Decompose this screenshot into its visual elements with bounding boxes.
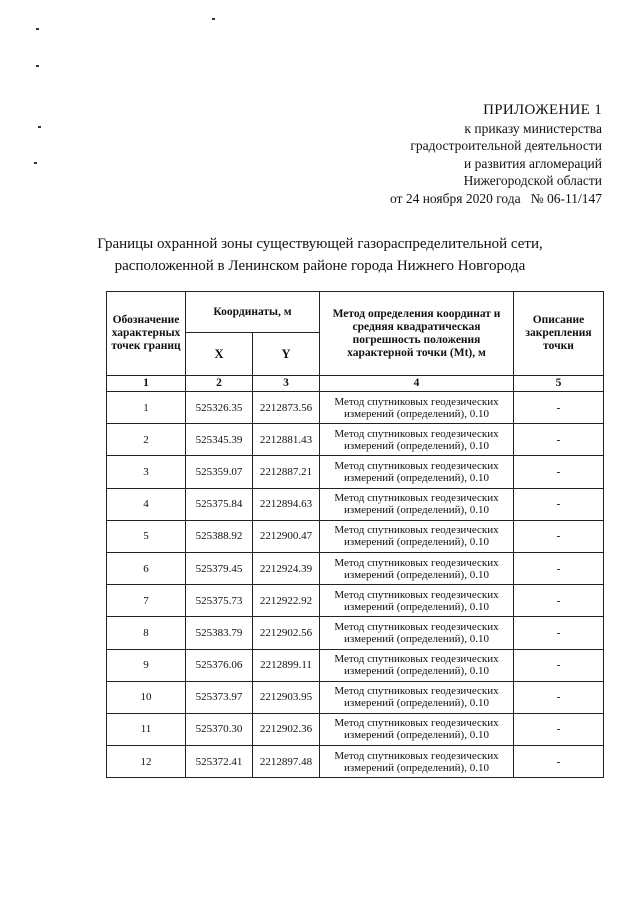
x-coordinate-cell: 525326.35 [186,392,253,424]
table-row [107,713,604,745]
x-coordinate-cell: 525372.41 [186,746,253,778]
method-cell: Метод спутниковых геодезических измерений (определений), 0.10 [320,520,514,552]
table-row [107,585,604,617]
appendix-date-number: от 24 ноября 2020 года № 06-11/147 [389,190,602,206]
heading-line: расположенной в Ленинском районе города Нижнего Новгорода [114,258,526,274]
table-row [107,552,604,584]
table-row [107,746,604,778]
method-cell: Метод спутниковых геодезических измерений (определений), 0.10 [320,746,514,778]
x-coordinate-cell: 525370.30 [186,713,253,745]
method-cell: Метод спутниковых геодезических измерений (определений), 0.10 [320,424,514,456]
scan-speck [34,162,37,164]
point-cell: 2 [107,424,186,456]
y-coordinate-cell: 2212873.56 [253,392,320,424]
coordinates-table [106,291,604,778]
table-row [107,392,604,424]
table-row [107,649,604,681]
point-cell: 7 [107,585,186,617]
method-cell: Метод спутниковых геодезических измерений (определений), 0.10 [320,488,514,520]
scan-speck [212,18,215,20]
column-number: 4 [320,376,514,392]
column-number: 3 [253,376,320,392]
x-coordinate-cell: 525376.06 [186,649,253,681]
point-cell: 5 [107,520,186,552]
description-cell: - [514,456,604,488]
description-cell: - [514,585,604,617]
y-coordinate-cell: 2212894.63 [253,488,320,520]
method-cell: Метод спутниковых геодезических измерений (определений), 0.10 [320,392,514,424]
point-cell: 10 [107,681,186,713]
point-cell: 3 [107,456,186,488]
description-cell: - [514,617,604,649]
table-row [107,488,604,520]
scan-speck [36,65,39,67]
x-coordinate-cell: 525359.07 [186,456,253,488]
description-cell: - [514,649,604,681]
description-cell: - [514,681,604,713]
point-cell: 11 [107,713,186,745]
appendix-line: к приказу министерства [464,120,602,136]
appendix-line: и развития агломераций [463,155,602,171]
x-coordinate-cell: 525375.84 [186,488,253,520]
table-row [107,456,604,488]
header-point-designation: Обозначение характерных точек границ [107,292,186,376]
y-coordinate-cell: 2212903.95 [253,681,320,713]
table-row [107,681,604,713]
x-coordinate-cell: 525383.79 [186,617,253,649]
column-number: 5 [514,376,604,392]
header-x: X [186,333,253,376]
appendix-line: Нижегородской области [463,173,602,188]
description-cell: - [514,424,604,456]
appendix-block [302,102,602,207]
y-coordinate-cell: 2212902.56 [253,617,320,649]
x-coordinate-cell: 525379.45 [186,552,253,584]
method-cell: Метод спутниковых геодезических измерений (определений), 0.10 [320,552,514,584]
appendix-title: ПРИЛОЖЕНИЕ 1 [483,102,602,118]
y-coordinate-cell: 2212922.92 [253,585,320,617]
y-coordinate-cell: 2212902.36 [253,713,320,745]
scan-speck [38,126,41,128]
description-cell: - [514,552,604,584]
point-cell: 8 [107,617,186,649]
y-coordinate-cell: 2212899.11 [253,649,320,681]
y-coordinate-cell: 2212900.47 [253,520,320,552]
scan-speck [36,28,39,30]
column-number: 2 [186,376,253,392]
description-cell: - [514,520,604,552]
description-cell: - [514,713,604,745]
y-coordinate-cell: 2212881.43 [253,424,320,456]
method-cell: Метод спутниковых геодезических измерений (определений), 0.10 [320,617,514,649]
method-cell: Метод спутниковых геодезических измерений (определений), 0.10 [320,713,514,745]
x-coordinate-cell: 525388.92 [186,520,253,552]
method-cell: Метод спутниковых геодезических измерений (определений), 0.10 [320,456,514,488]
y-coordinate-cell: 2212887.21 [253,456,320,488]
method-cell: Метод спутниковых геодезических измерений (определений), 0.10 [320,681,514,713]
point-cell: 12 [107,746,186,778]
point-cell: 6 [107,552,186,584]
method-cell: Метод спутниковых геодезических измерений (определений), 0.10 [320,585,514,617]
header-method: Метод определения координат и средняя квадратическая погрешность положения характерной точки (Mt), м [320,292,514,376]
appendix-line: градостроительной деятельности [410,138,602,153]
x-coordinate-cell: 525375.73 [186,585,253,617]
header-description: Описание закрепления точки [514,292,604,376]
y-coordinate-cell: 2212924.39 [253,552,320,584]
description-cell: - [514,746,604,778]
point-cell: 1 [107,392,186,424]
point-cell: 4 [107,488,186,520]
x-coordinate-cell: 525373.97 [186,681,253,713]
table-row [107,424,604,456]
document-heading [40,233,600,277]
heading-line: Границы охранной зоны существующей газораспределительной сети, [97,236,543,252]
table-row [107,520,604,552]
x-coordinate-cell: 525345.39 [186,424,253,456]
method-cell: Метод спутниковых геодезических измерений (определений), 0.10 [320,649,514,681]
header-y: Y [253,333,320,376]
column-number: 1 [107,376,186,392]
y-coordinate-cell: 2212897.48 [253,746,320,778]
description-cell: - [514,488,604,520]
point-cell: 9 [107,649,186,681]
table-row [107,617,604,649]
description-cell: - [514,392,604,424]
header-coordinates: Координаты, м [186,292,320,333]
